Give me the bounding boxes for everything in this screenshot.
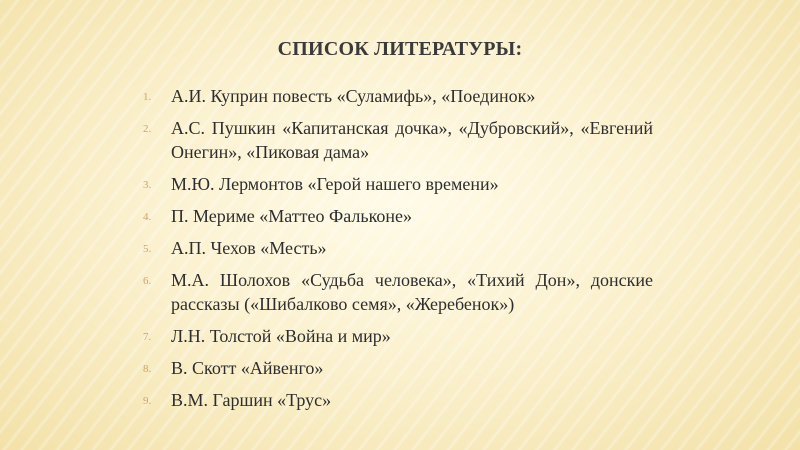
list-item-text: М.А. Шолохов «Судьба человека», «Тихий Дон», донские рассказы («Шибалково семя», «Жеребенок») [171, 270, 653, 314]
list-item-number: 4. [143, 211, 152, 223]
list-item-text: М.Ю. Лермонтов «Герой нашего времени» [171, 174, 499, 194]
list-item-number: 7. [143, 331, 152, 343]
list-item-text: В. Скотт «Айвенго» [171, 358, 324, 378]
list-item-number: 3. [143, 179, 152, 191]
list-item-number: 5. [143, 243, 152, 255]
list-item [143, 84, 653, 108]
list-item-number: 1. [143, 91, 152, 103]
list-item [143, 268, 653, 316]
list-item [143, 236, 653, 260]
list-item [143, 172, 653, 196]
list-item-text: П. Мериме «Маттео Фальконе» [171, 206, 413, 226]
list-item-number: 8. [143, 363, 152, 375]
list-item-text: А.П. Чехов «Месть» [171, 238, 327, 258]
list-item [143, 356, 653, 380]
slide-title: СПИСОК ЛИТЕРАТУРЫ: [277, 38, 523, 60]
list-item-text: А.И. Куприн повесть «Суламифь», «Поединок» [171, 86, 536, 106]
list-item-text: А.С. Пушкин «Капитанская дочка», «Дубровский», «Евгений Онегин», «Пиковая дама» [171, 118, 653, 162]
list-item [143, 324, 653, 348]
bibliography-list [143, 84, 653, 420]
list-item-number: 6. [143, 275, 152, 287]
list-item [143, 204, 653, 228]
list-item [143, 388, 653, 412]
list-item-text: Л.Н. Толстой «Война и мир» [171, 326, 391, 346]
list-item-number: 2. [143, 123, 152, 135]
list-item-number: 9. [143, 395, 152, 407]
list-item [143, 116, 653, 164]
list-item-text: В.М. Гаршин «Трус» [171, 390, 332, 410]
